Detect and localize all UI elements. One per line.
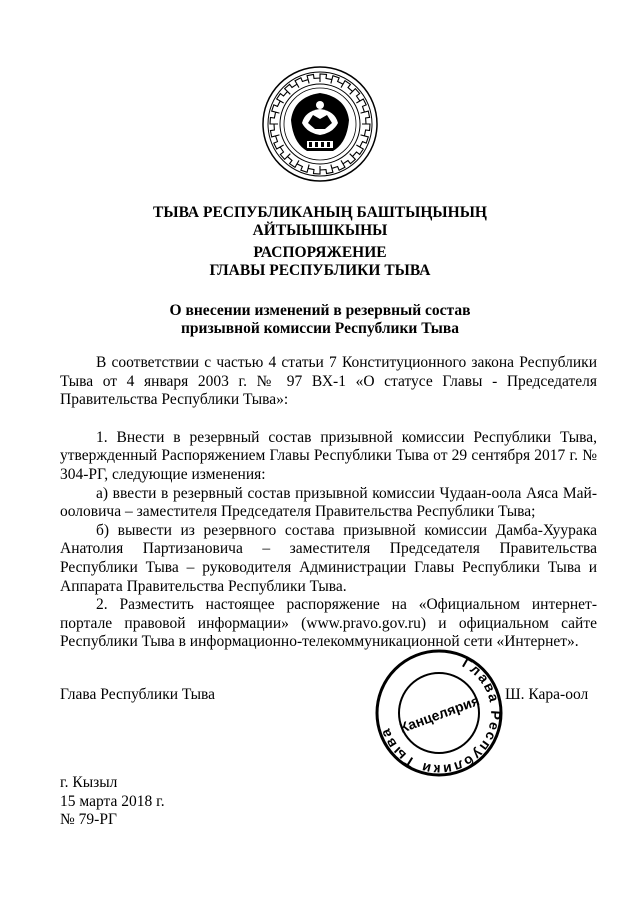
document-footer (60, 774, 165, 830)
subject-line-2: призывной комиссии Республики Тыва (180, 320, 460, 337)
signatory-name: Ш. Кара-оол (505, 686, 589, 703)
stamp-ring-text: Глава Республики Тыва (376, 654, 504, 778)
intro-paragraph: В соответствии с частью 4 статьи 7 Конституционного закона Республики Тыва от 4 января 2003 г. № 97 ВХ-1 «О статусе Главы - Председателя Правительства Республики Тыва»: (60, 354, 597, 409)
issuer-title: ГЛАВЫ РЕСПУБЛИКИ ТЫВА (209, 262, 431, 279)
item-1b-paragraph: б) вывести из резервного состава призывной комиссии Дамба-Хуурака Анатолия Партизановича – заместителя Председателя Правительства Республики Тыва – руководителя Администрации Главы Республики Тыва и Аппарата Правительства Республики Тыва. (60, 521, 597, 595)
item-1-paragraph: 1. Внести в резервный состав призывной комиссии Республики Тыва, утвержденный Распоряжением Главы Республики Тыва от 29 сентября 2017 г. № 304-РГ, следующие изменения: (60, 428, 597, 483)
header-line-1: ТЫВА РЕСПУБЛИКАНЫҢ БАШТЫҢЫНЫҢ (153, 204, 487, 221)
document-type-title: РАСПОРЯЖЕНИЕ (253, 244, 387, 261)
item-2-paragraph: 2. Разместить настоящее распоряжение на «Официальном интернет-портале правовой информации» (www.pravo.gov.ru) и официальном сайте Республики Тыва в информационно-телекоммуникационной сети «Интернет». (60, 596, 597, 651)
subject-line-1: О внесении изменений в резервный состав (169, 302, 471, 319)
header-line-2: АЙТЫЫШКЫНЫ (252, 222, 388, 239)
coat-of-arms-emblem (261, 65, 379, 183)
signatory-title: Глава Республики Тыва (60, 686, 216, 703)
document-number: № 79-РГ (60, 811, 117, 829)
office-stamp (374, 648, 504, 778)
item-1a-paragraph: а) ввести в резервный состав призывной комиссии Чудаан-оола Аяса Май-ооловича – заместителя Председателя Правительства Республики Тыва; (60, 484, 597, 521)
issue-date: 15 марта 2018 г. (60, 792, 165, 810)
place-of-issue: г. Кызыл (60, 774, 118, 791)
document-body (60, 354, 597, 652)
stamp-center-text: Канцелярия (397, 692, 482, 736)
